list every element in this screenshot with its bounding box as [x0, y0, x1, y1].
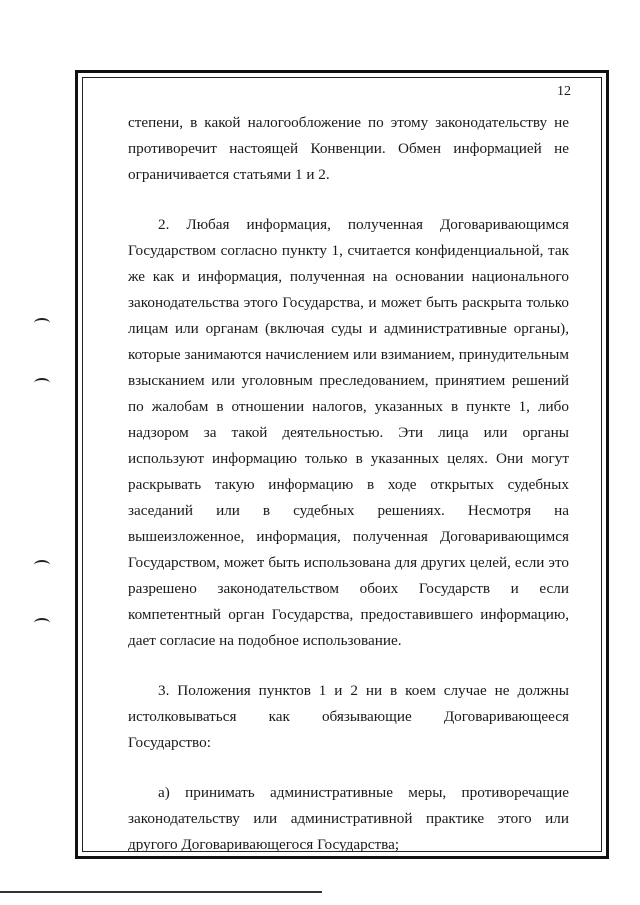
paragraph-item-3: 3. Положения пунктов 1 и 2 ни в коем случае не должны истолковываться как обязывающие Договаривающееся Государство: — [128, 682, 569, 751]
page-number: 12 — [557, 84, 571, 99]
binding-hole-mark — [34, 318, 50, 328]
paragraph-subitem-a: a) принимать административные меры, противоречащие законодательству или административной практике этого или другого Договаривающегося Государства; — [128, 784, 569, 853]
binding-hole-mark — [34, 618, 50, 628]
scan-edge-line — [0, 891, 322, 893]
paragraph-item-2: 2. Любая информация, полученная Договаривающимся Государством согласно пункту 1, считается конфиденциальной, так же как и информация, полученная на основании национального законодательства этого Государства, и может быть раскрыта только лицам или органам (включая суды и административные органы), которые занимаются начислением или взиманием, принудительным взысканием или уголовным преследованием, принятием решений по жалобам в отношении налогов, указанных в пункте 1, либо надзором за такой деятельностью. Эти лица или органы используют информацию только в указанных целях. Они могут раскрывать такую информацию в ходе открытых судебных заседаний или в судебных решениях. Несмотря на вышеизложенное, информация, полученная Договаривающимся Государством, может быть использована для других целей, если это разрешено законодательством обоих Государств и если компетентный орган Государства, предоставившего информацию, дает согласие на подобное использование. — [128, 216, 569, 649]
paragraph-continuation: степени, в какой налогообложение по этому законодательству не противоречит настоящей Конвенции. Обмен информацией не ограничивается статьями 1 и 2. — [128, 114, 569, 183]
binding-hole-mark — [34, 378, 50, 388]
document-body — [128, 110, 569, 858]
binding-hole-mark — [34, 560, 50, 570]
